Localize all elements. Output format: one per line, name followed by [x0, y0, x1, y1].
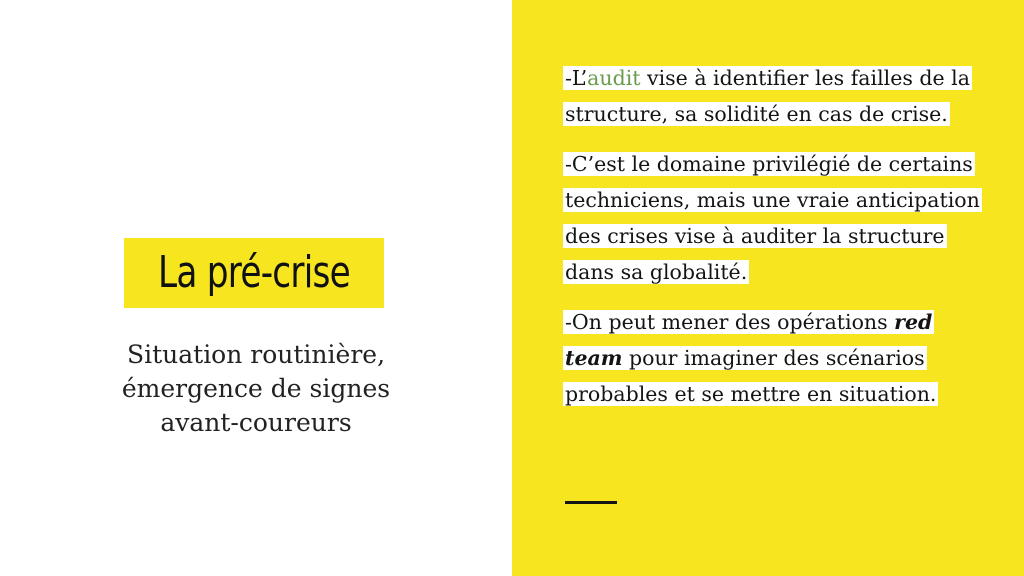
content-body: [563, 60, 983, 426]
paragraph-red-team-highlight: [563, 310, 938, 406]
paragraph-red-team-text: pour imaginer des scénarios probables et se mettre en situation.: [565, 346, 937, 406]
paragraph-domain-text: -C’est le domaine privilégié de certains techniciens, mais une vraie anticipation des crises vise à auditer la structure dans sa globalité.: [565, 152, 980, 284]
red-team-emphasis: red team: [565, 310, 933, 370]
slide-subtitle: Situation routinière, émergence de signes avant-coureurs: [121, 340, 391, 437]
paragraph-red-team: [563, 304, 983, 412]
paragraph-audit-highlight: [563, 66, 972, 126]
paragraph-audit-prefix: -L’: [565, 66, 588, 90]
paragraph-red-team-prefix: -On peut mener des opérations: [565, 310, 895, 334]
divider-rule: [565, 501, 617, 504]
audit-keyword: audit: [587, 66, 641, 90]
slide-title: [124, 238, 384, 308]
paragraph-domain: [563, 146, 983, 290]
paragraph-audit-text: vise à identifier les failles de la structure, sa solidité en cas de crise.: [565, 66, 970, 126]
slide-title-text: La pré-crise: [158, 247, 350, 298]
paragraph-audit: [563, 60, 983, 132]
